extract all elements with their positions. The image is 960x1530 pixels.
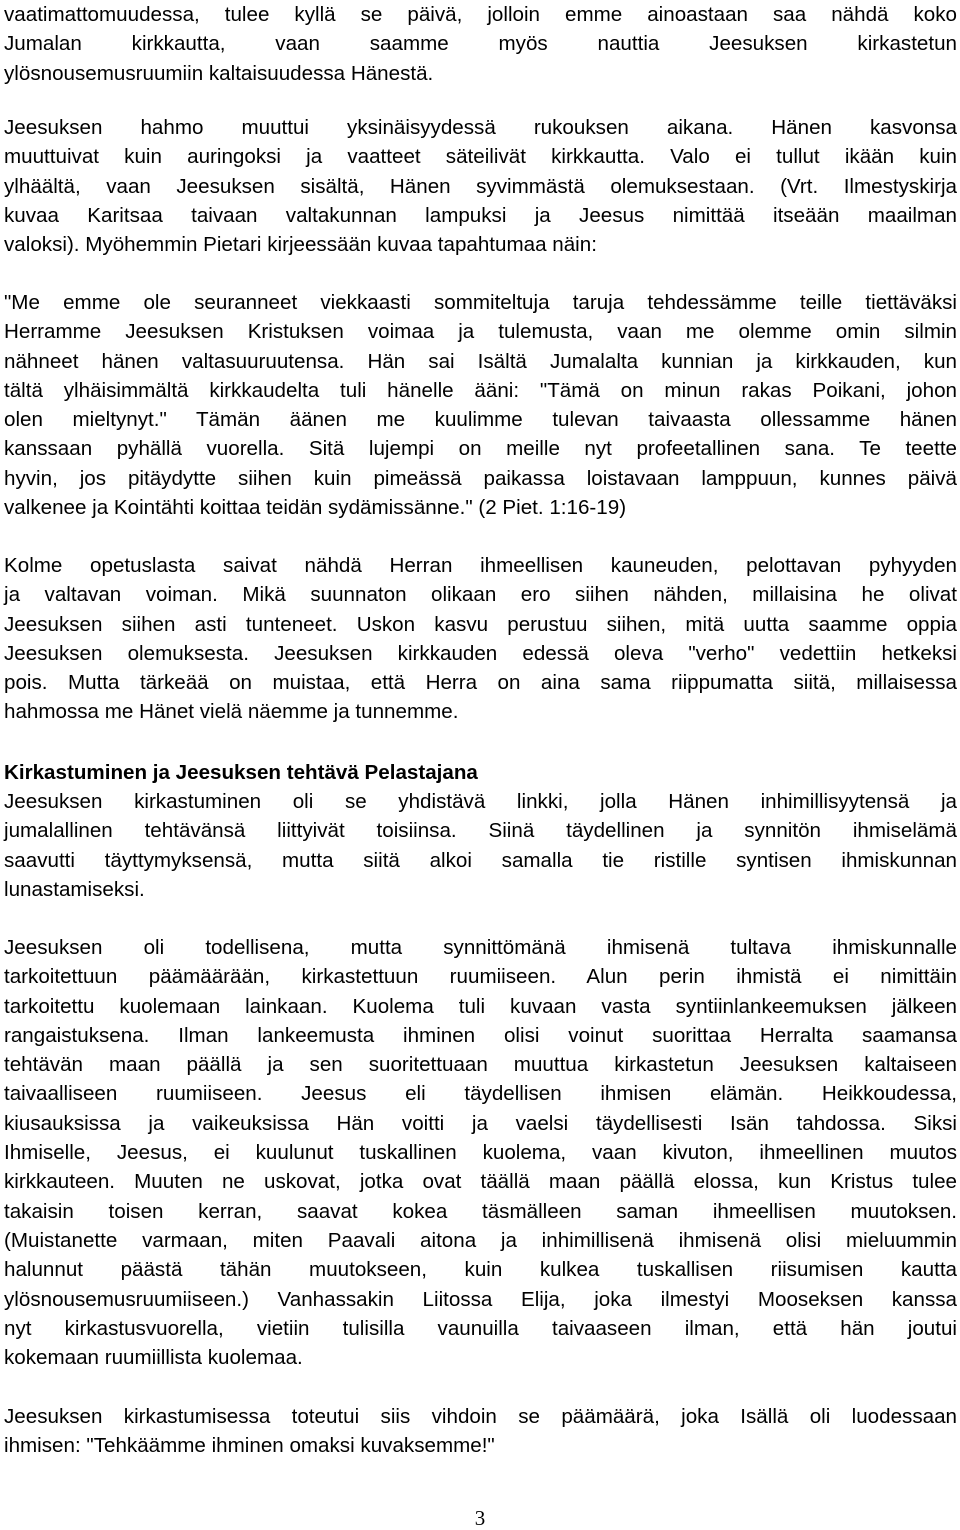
text-line: tältä ylhäisimmältä kirkkaudelta tuli hänelle ääni: "Tämä on minun rakas Poikani, johon [4, 378, 957, 402]
text-line: tarkoitettu kuolemaan lainkaan. Kuolema tuli kuvaan vasta syntiinlankeemuksen jälkeen [4, 994, 957, 1018]
text-line: ihmisen: "Tehkäämme ihminen omaksi kuvaksemme!" [4, 1434, 495, 1458]
text-line: valkenee ja Kointähti koittaa teidän sydämissänne." (2 Piet. 1:16-19) [4, 496, 627, 520]
text-line: Jeesuksen olemuksesta. Jeesuksen kirkkauden edessä oleva "verho" vedettiin hetkeksi [4, 641, 957, 665]
text-line: Kolme opetuslasta saivat nähdä Herran ihmeellisen kauneuden, pelottavan pyhyyden [4, 554, 957, 577]
text-line: vaatimattomuudessa, tulee kyllä se päivä, jolloin emme ainoastaan saa nähdä koko [4, 3, 957, 26]
paragraph [4, 1402, 957, 1461]
text-line: rangaistuksena. Ilman lankeemusta ihminen olisi voinut suorittaa Herralta saamansa [4, 1023, 957, 1047]
text-line: jumalallinen tehtävänsä liittyivät toisiinsa. Siinä täydellinen ja synnitön ihmiselämä [4, 819, 957, 843]
text-line: kokemaan ruumiillista kuolemaa. [4, 1346, 303, 1370]
text-line: Jumalan kirkkautta, vaan saamme myös nauttia Jeesuksen kirkastetun [4, 32, 957, 56]
text-line: halunnut päästä tähän muutokseen, kuin kulkea tuskallisen riisumisen kautta [4, 1258, 957, 1282]
text-line: kiusauksissa ja vaikeuksissa Hän voitti ja vaelsi täydellisesti Isän tahdossa. Siksi [4, 1111, 957, 1135]
text-line: kanssaan pyhällä vuorella. Sitä lujempi on meille nyt profeetallinen sana. Te teette [4, 437, 957, 461]
text-line: taivaalliseen ruumiiseen. Jeesus eli täydellisen ihmisen elämän. Heikkoudessa, [4, 1082, 957, 1106]
text-line: ylhäältä, vaan Jeesuksen sisältä, Hänen syvimmästä olemuksestaan. (Vrt. Ilmestyskirja [4, 174, 957, 198]
text-line: ja valtavan voiman. Mikä suunnaton olikaan ero siihen nähden, millaisina he olivat [4, 583, 957, 607]
text-line: lunastamiseksi. [4, 877, 145, 901]
text-line: hahmossa me Hänet vielä näemme ja tunnemme. [4, 700, 459, 724]
text-line: ylösnousemusruumiin kaltaisuudessa Hänestä. [4, 61, 434, 85]
text-line: kirkkauteen. Muuten ne uskovat, jotka ovat täällä maan päällä elossa, kun Kristus tulee [4, 1170, 957, 1194]
quote-paragraph [4, 288, 957, 522]
text-line: Jeesuksen kirkastumisessa toteutui siis vihdoin se päämäärä, joka Isällä oli luodessaan [4, 1405, 957, 1428]
text-line: kuvaa Karitsaa taivaan valtakunnan lampuksi ja Jeesus nimittää itseään maailman [4, 203, 957, 227]
section-heading: Kirkastuminen ja Jeesuksen tehtävä Pelastajana [4, 761, 478, 784]
text-line: Jeesuksen hahmo muuttui yksinäisyydessä rukouksen aikana. Hänen kasvonsa [4, 116, 957, 139]
paragraph [4, 113, 957, 259]
text-line: valoksi). Myöhemmin Pietari kirjeessään kuvaa tapahtumaa näin: [4, 233, 597, 257]
text-line: saavutti täyttymyksensä, mutta siitä alkoi samalla tie ristille syntisen ihmiskunnan [4, 848, 957, 872]
paragraph [4, 0, 957, 88]
text-line: pois. Mutta tärkeää on muistaa, että Herra on aina sama riippumatta siitä, millaisessa [4, 671, 957, 695]
text-line: (Muistanette varmaan, miten Paavali aitona ja inhimillisenä ihmisenä olisi mieluummin [4, 1228, 957, 1252]
text-line: "Me emme ole seuranneet viekkaasti sommiteltuja taruja tehdessämme teille tiettäväksi [4, 291, 957, 314]
text-line: olen mieltynyt." Tämän äänen me kuulimme tulevan taivaasta ollessamme hänen [4, 408, 957, 432]
text-line: Ihmiselle, Jeesus, ei kuulunut tuskallinen kuolema, vaan kivuton, ihmeellinen muutos [4, 1141, 957, 1165]
text-line: Herramme Jeesuksen Kristuksen voimaa ja tulemusta, vaan me olemme omin silmin [4, 320, 957, 344]
paragraph [4, 551, 957, 727]
text-line: hyvin, jos pitäydytte siihen kuin pimeässä paikassa loistavaan lamppuun, kunnes päivä [4, 466, 957, 490]
text-line: Jeesuksen oli todellisena, mutta synnittömänä ihmisenä tultava ihmiskunnalle [4, 936, 957, 959]
text-line: nyt kirkastusvuorella, vietiin tulisilla vaunuilla taivaaseen ilman, että hän joutui [4, 1316, 957, 1340]
page-number: 3 [474, 1506, 486, 1530]
paragraph [4, 933, 957, 1372]
text-line: muuttuivat kuin auringoksi ja vaatteet säteilivät kirkkautta. Valo ei tullut ikään kuin [4, 145, 957, 169]
paragraph [4, 787, 957, 904]
text-line: Jeesuksen siihen asti tunteneet. Uskon kasvu perustuu siihen, mitä uutta saamme oppia [4, 612, 957, 636]
text-line: nähneet hänen valtasuuruutensa. Hän sai Isältä Jumalalta kunnian ja kirkkauden, kun [4, 349, 957, 373]
text-line: tehtävän maan päällä ja sen suoritettuaan muuttua kirkastetun Jeesuksen kaltaiseen [4, 1053, 957, 1077]
text-line: Jeesuksen kirkastuminen oli se yhdistävä linkki, jolla Hänen inhimillisyytensä ja [4, 790, 957, 813]
text-line: tarkoitettuun päämäärään, kirkastettuun ruumiiseen. Alun perin ihmistä ei nimittäin [4, 965, 957, 989]
text-line: takaisin toisen kerran, saavat kokea täsmälleen saman ihmeellisen muutoksen. [4, 1199, 957, 1223]
text-line: ylösnousemusruumiiseen.) Vanhassakin Liitossa Elija, joka ilmestyi Mooseksen kanssa [4, 1287, 957, 1311]
